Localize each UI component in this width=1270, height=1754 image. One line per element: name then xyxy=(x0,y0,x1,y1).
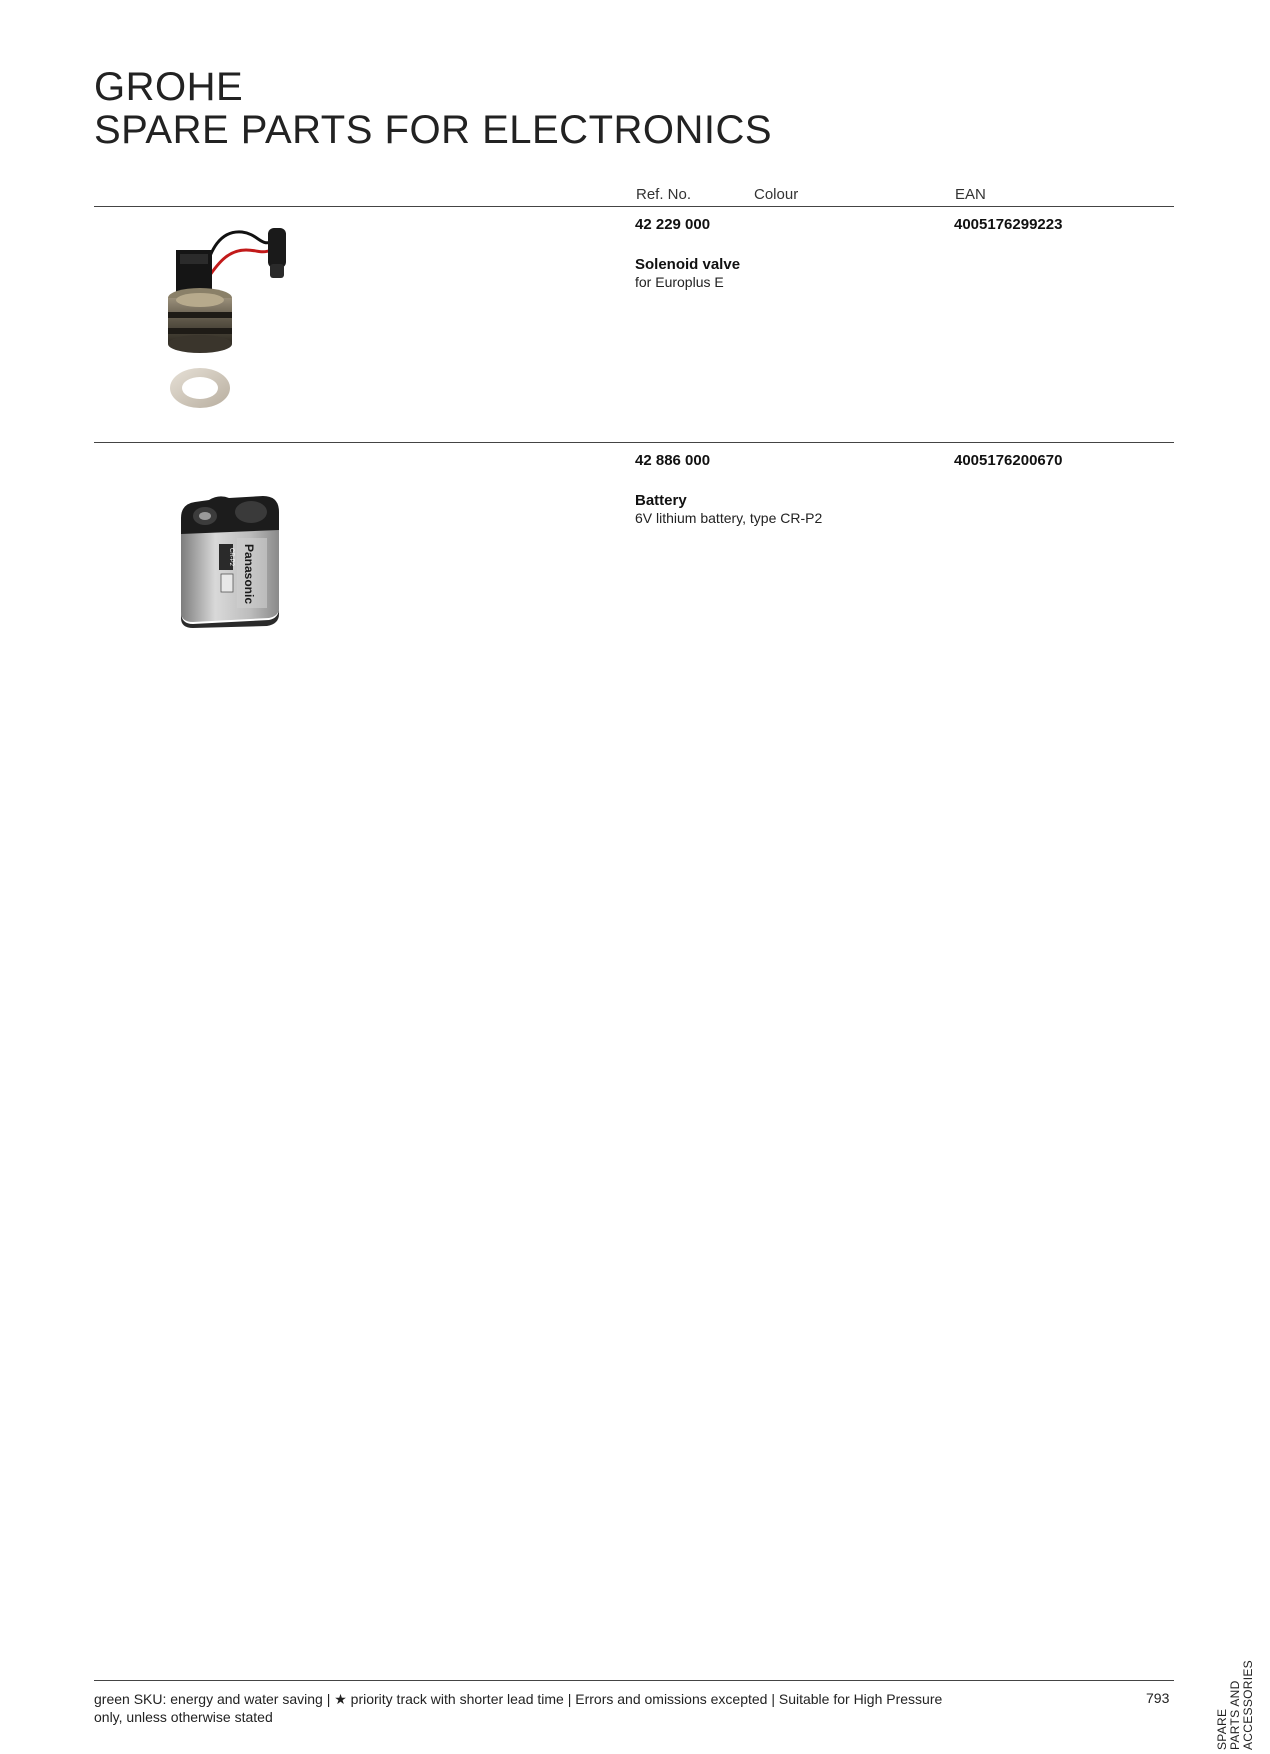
side-tab-line: SPARE xyxy=(1215,1708,1229,1750)
footer-divider xyxy=(94,1680,1174,1681)
product-description: for Europlus E xyxy=(635,274,724,290)
ref-number: 42 886 000 xyxy=(635,452,711,469)
battery-brand-label: Panasonic xyxy=(242,544,256,605)
battery-image xyxy=(175,492,285,628)
title-section: SPARE PARTS FOR ELECTRONICS xyxy=(94,108,773,152)
side-tab-line: ACCESSORIES xyxy=(1241,1660,1255,1750)
page-title xyxy=(94,66,772,152)
product-name: Battery xyxy=(635,492,687,509)
product-description: 6V lithium battery, type CR-P2 xyxy=(635,510,823,526)
column-header-ean: EAN xyxy=(955,186,986,203)
page-number: 793 xyxy=(1146,1690,1170,1706)
ean-number: 4005176299223 xyxy=(954,216,1063,233)
row-divider xyxy=(94,442,1174,443)
column-header-colour: Colour xyxy=(754,186,799,203)
footer-note: green SKU: energy and water saving | ★ priority track with shorter lead time | Errors and omissions excepted | Suitable for High Pressure only, unless otherwise stated xyxy=(94,1691,943,1725)
side-tab-label xyxy=(1216,1660,1255,1750)
title-brand: GROHE xyxy=(94,65,244,109)
side-tab-line: PARTS AND xyxy=(1228,1680,1242,1750)
ean-number: 4005176200670 xyxy=(954,452,1063,469)
header-divider xyxy=(94,206,1174,207)
ref-number: 42 229 000 xyxy=(635,216,711,233)
solenoid-valve-image xyxy=(160,220,310,430)
battery-type-label: CR-P2 xyxy=(228,548,234,567)
product-name: Solenoid valve xyxy=(635,256,741,273)
column-header-ref-no: Ref. No. xyxy=(636,186,692,203)
